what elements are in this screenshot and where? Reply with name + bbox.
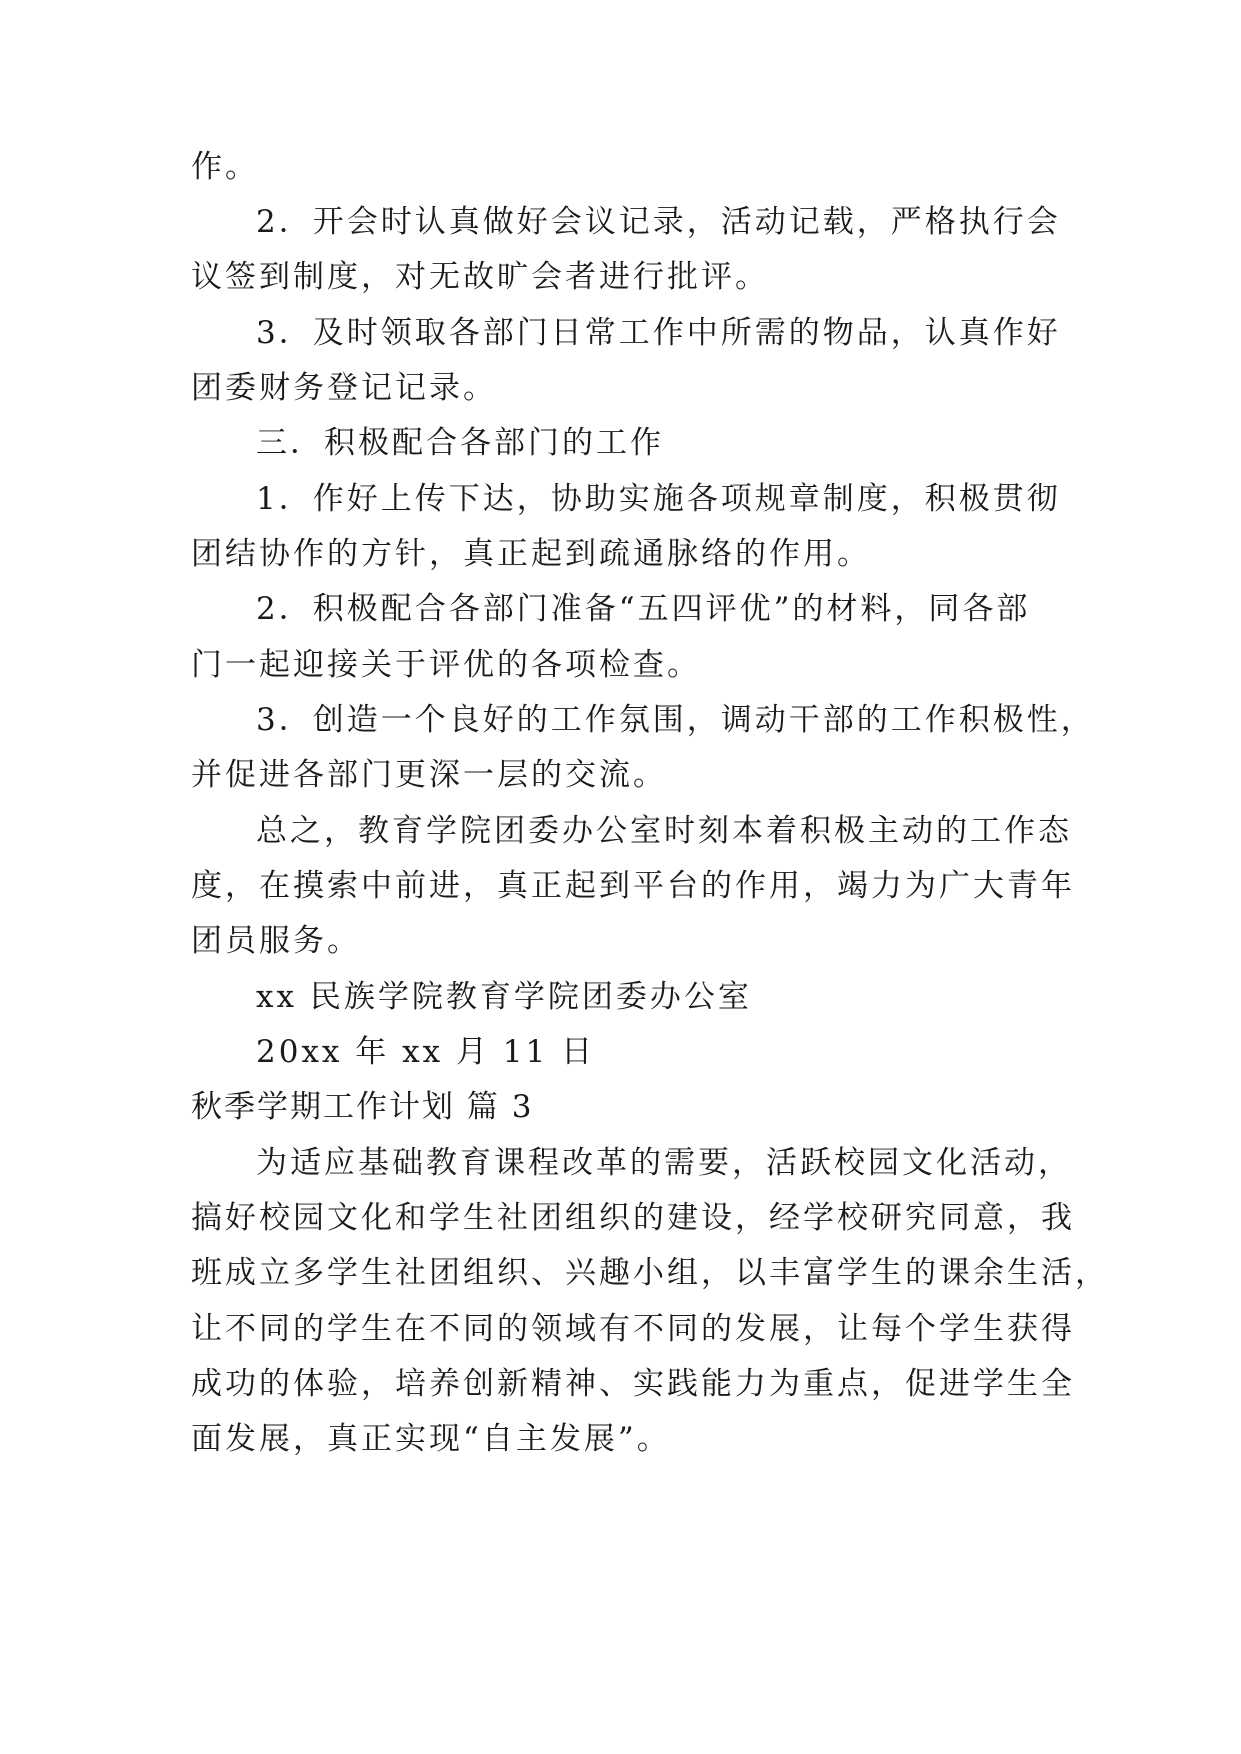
signature-organization: xx 民族学院教育学院团委办公室 [256,979,752,1015]
text-line: 面发展，真正实现“自主发展”。 [191,1421,671,1457]
text-line: 团结协作的方针，真正起到疏通脉络的作用。 [191,536,871,572]
text-line: 让不同的学生在不同的领域有不同的发展，让每个学生获得 [191,1311,1075,1347]
text-line: 为适应基础教育课程改革的需要，活跃校园文化活动， [256,1145,1072,1181]
text-line: 议签到制度，对无故旷会者进行批评。 [191,259,769,295]
text-line: 团员服务。 [191,923,361,959]
text-line: 作。 [191,149,259,185]
text-line: 1．作好上传下达，协助实施各项规章制度，积极贯彻 [256,481,1061,517]
signature-date: 20xx 年 xx 月 11 日 [256,1034,596,1070]
text-line: 2．开会时认真做好会议记录，活动记载，严格执行会 [256,204,1061,240]
text-line: 成功的体验，培养创新精神、实践能力为重点，促进学生全 [191,1366,1075,1402]
text-line: 团委财务登记记录。 [191,370,497,406]
text-line: 并促进各部门更深一层的交流。 [191,757,667,793]
text-line: 2．积极配合各部门准备“五四评优”的材料，同各部 [256,591,1031,627]
text-line: 班成立多学生社团组织、兴趣小组，以丰富学生的课余生活， [191,1255,1109,1291]
section-heading: 三．积极配合各部门的工作 [256,425,664,461]
text-line: 度，在摸索中前进，真正起到平台的作用，竭力为广大青年 [191,868,1075,904]
text-line: 门一起迎接关于评优的各项检查。 [191,647,701,683]
text-line: 总之，教育学院团委办公室时刻本着积极主动的工作态 [256,813,1072,849]
section-title: 秋季学期工作计划 篇 3 [191,1089,534,1125]
text-line: 搞好校园文化和学生社团组织的建设，经学校研究同意，我 [191,1200,1075,1236]
text-line: 3．及时领取各部门日常工作中所需的物品，认真作好 [256,315,1061,351]
text-line: 3．创造一个良好的工作氛围，调动干部的工作积极性， [256,702,1095,738]
